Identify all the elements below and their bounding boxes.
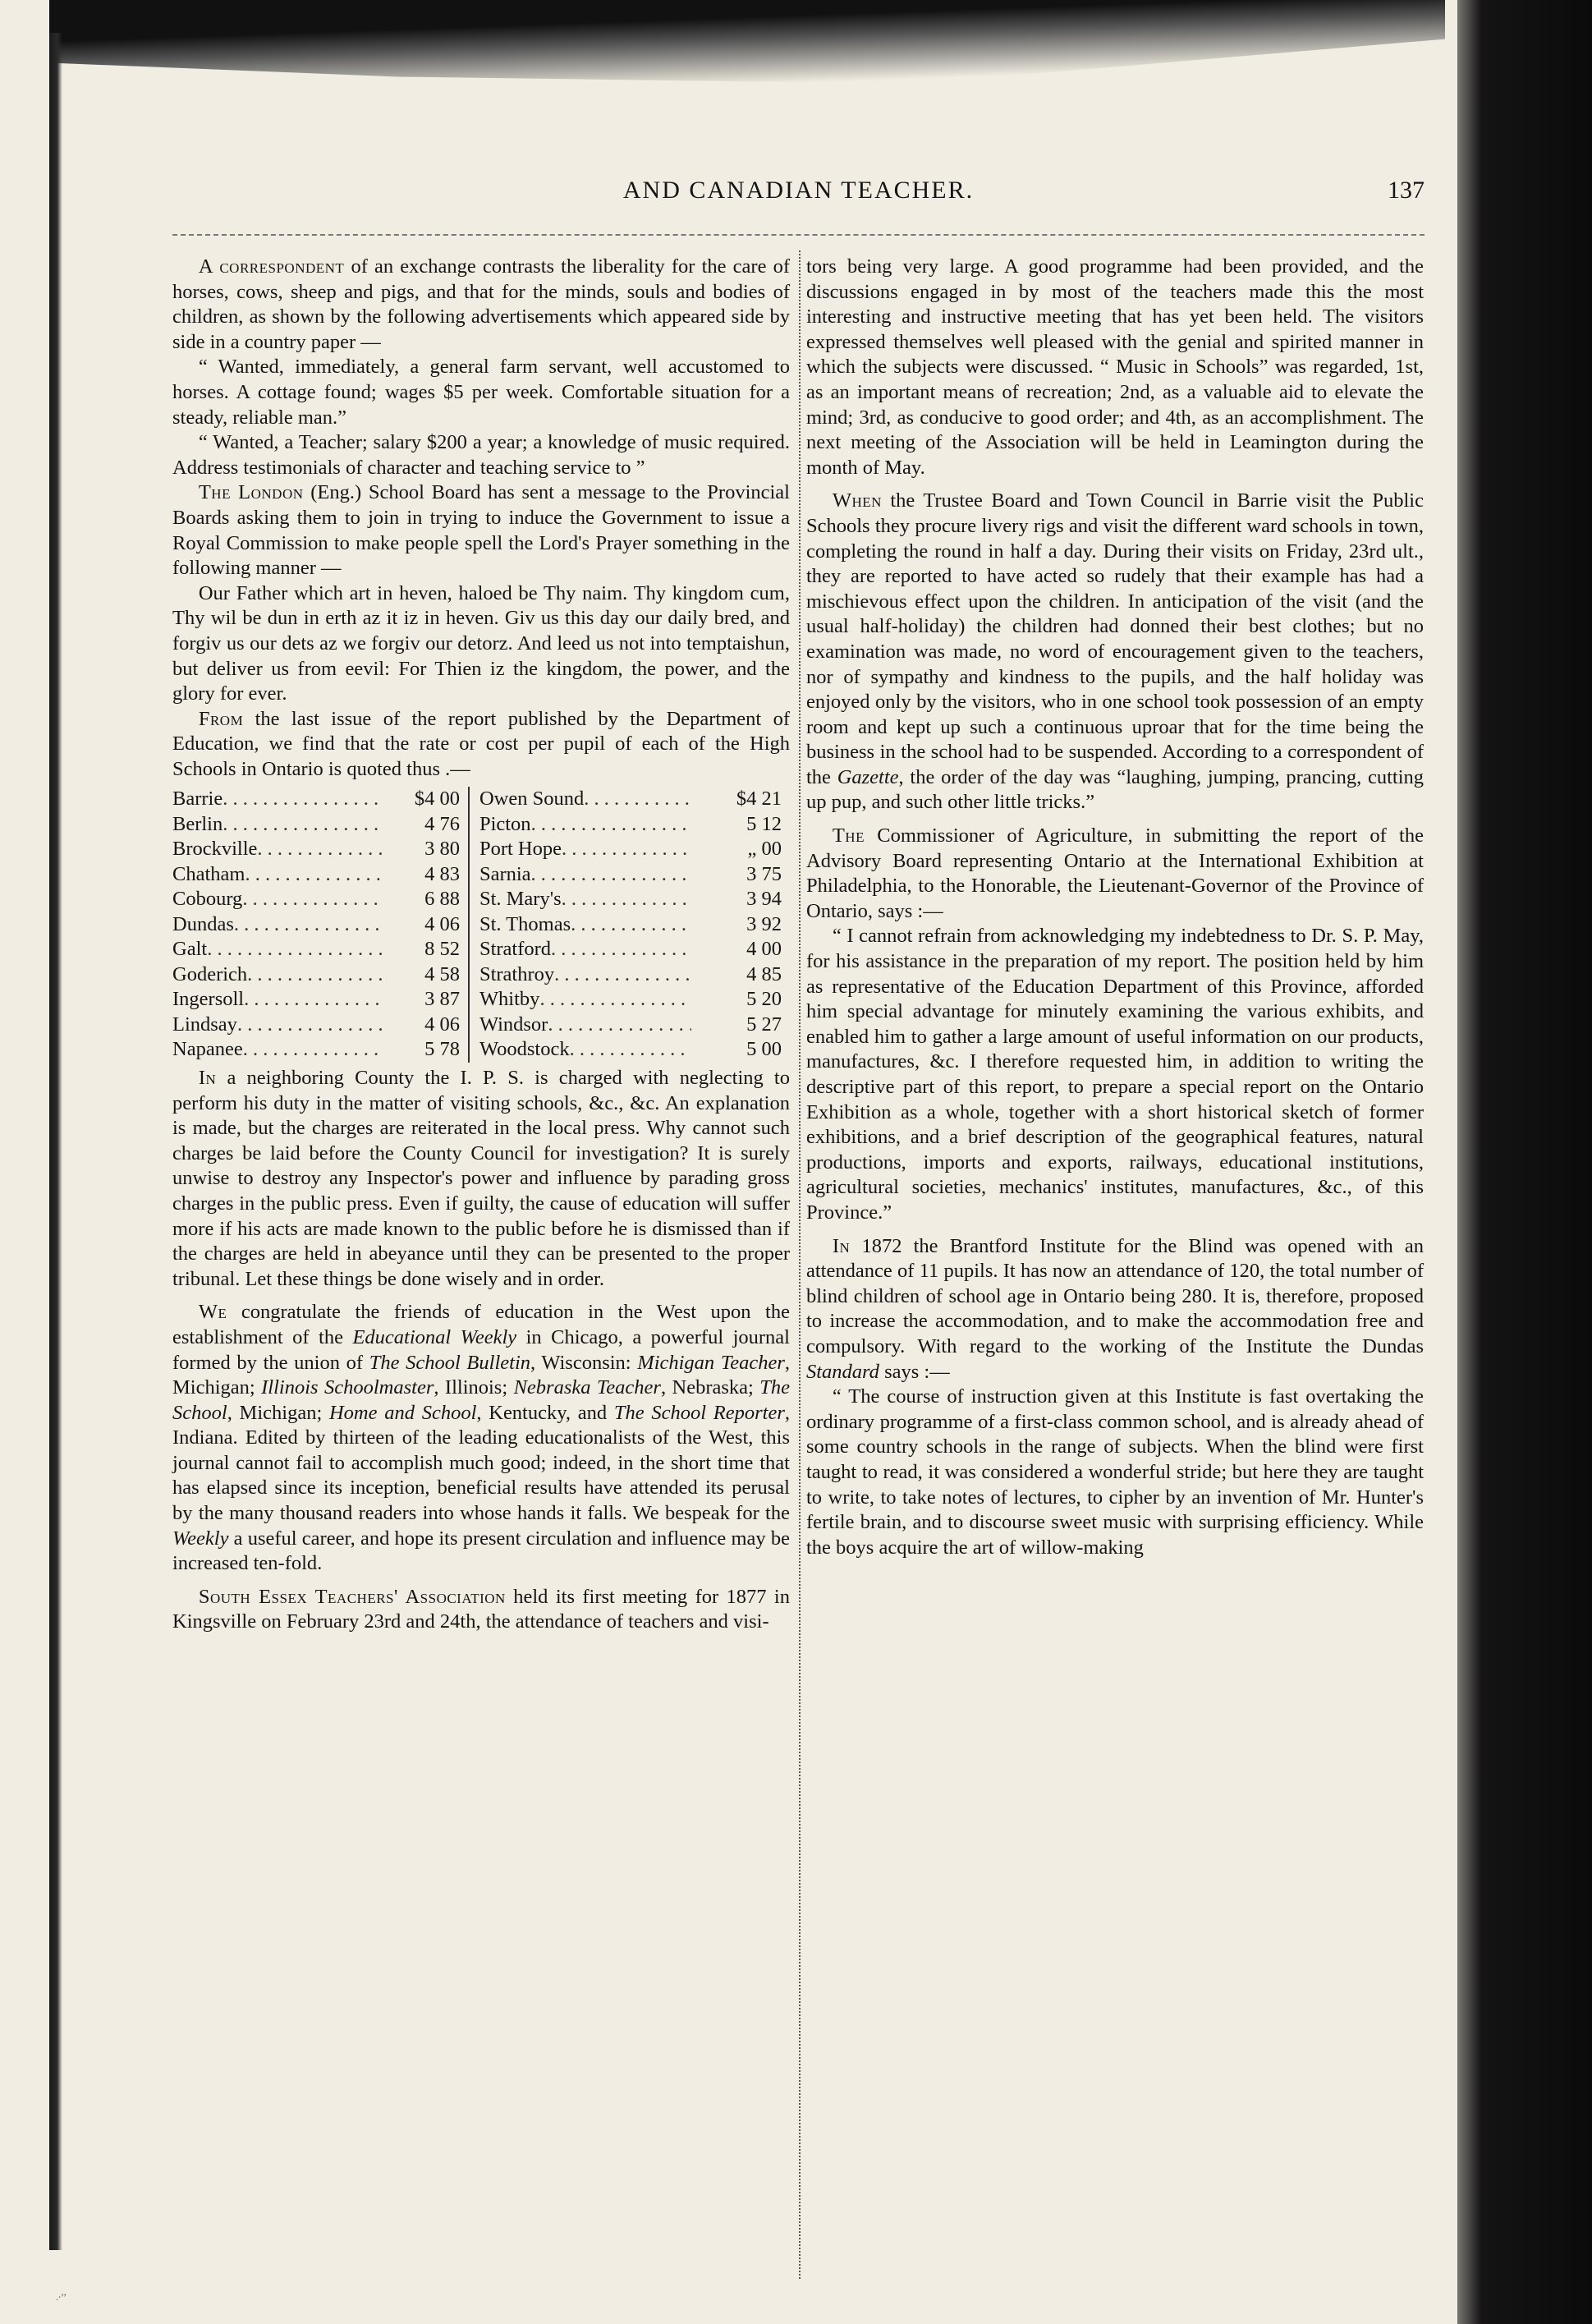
paragraph-exchange [172, 255, 790, 355]
city-label: Windsor [479, 1013, 548, 1036]
advertisement-teacher: “ Wanted, a Teacher; salary $200 a year; a knowledge of music required. Address testimonials of character and teaching service to ” [172, 431, 790, 479]
journal-title: Michigan Teacher [637, 1351, 785, 1374]
leader-dots [554, 962, 691, 988]
cost-value: 5 27 [746, 1013, 782, 1036]
lead-word: In [832, 1234, 851, 1257]
city-name [172, 987, 383, 1013]
lead-word: When [832, 489, 882, 512]
city-name [469, 912, 691, 938]
scan-shadow-left [49, 33, 62, 2250]
city-name [172, 862, 383, 888]
city-label: Barrie [172, 788, 223, 811]
cost-value: 4 00 [746, 938, 782, 961]
city-label: Port Hope [479, 838, 562, 861]
journal-title: The School Reporter [613, 1401, 785, 1424]
text-run: , Michigan; [172, 1351, 790, 1399]
cost-row [172, 987, 790, 1013]
column-divider [799, 250, 801, 2279]
cost-value: 3 87 [424, 988, 460, 1011]
leader-dots [531, 862, 691, 888]
city-name [469, 962, 691, 988]
lead-word: The [832, 824, 865, 847]
city-label: Whitby [479, 988, 540, 1011]
phonetic-prayer: Our Father which art in heven, haloed be Thy naim. Thy kingdom cum, Thy wil be dun in erth az it iz in heven. Giv us this day our daily bred, and forgiv us our dets az we forgiv our detorz. And leed us not into temptaishun, but deliver us from eevil: For Thien iz the kingdom, the power, and the glory for ever. [172, 581, 790, 705]
journal-title: The School Bulletin [369, 1351, 531, 1374]
city-label: Galt [172, 938, 208, 961]
leader-dots [539, 987, 690, 1013]
leader-dots [570, 1037, 691, 1063]
running-title: AND CANADIAN TEACHER. [622, 177, 975, 204]
header-rule [172, 234, 1425, 236]
paragraph-commissioner [806, 824, 1424, 924]
leader-dots [562, 887, 691, 912]
city-name [469, 1037, 691, 1063]
journal-title: Home and School [328, 1401, 477, 1424]
city-label: St. Mary's [479, 888, 562, 911]
text-run: , Illinois; [434, 1376, 514, 1399]
city-label: St. Thomas [479, 912, 571, 935]
text-run: in Chicago, a powerful journal formed by the union of [172, 1325, 790, 1374]
leader-dots [242, 887, 382, 912]
city-label: Dundas [172, 912, 234, 935]
leader-dots [562, 837, 691, 862]
quote-dundas-standard: “ The course of instruction given at this Institute is fast overtaking the ordinary programme of a first-class common school, and is already ahead of some country schools in the range of subjects. When the blind were first taught to read, it was considered a wonderful stride; but here they are taught to write, to take notes of lectures, to cipher by an invention of Mr. Hunter's fertile brain, and to discourse sweet music with surprising efficiency. While the boys acquire the art of willow-making [806, 1385, 1424, 1559]
city-name [469, 787, 691, 812]
lead-word: The London [198, 481, 304, 504]
city-label: Owen Sound [479, 788, 585, 811]
cost-row [172, 837, 790, 862]
text-run: 1872 the Brantford Institute for the Blind was opened with an attendance of 11 pupils. It has now an attendance of 120, the total number of blind children of school age in Ontario being 280. It is, therefore, proposed to increase the accommodation, and to make the accommodation free and compulsory. With regard to the working of the Institute the Dundas [806, 1234, 1424, 1357]
leader-dots [207, 937, 382, 962]
paragraph-text: the last issue of the report published by the Department of Education, we find that the rate or cost per pupil of each of the High Schools in Ontario is quoted thus .— [172, 707, 790, 780]
leader-dots [223, 787, 382, 812]
cost-row [172, 862, 790, 888]
city-label: Picton [479, 812, 531, 835]
city-name [469, 862, 691, 888]
cost-value: 4 06 [424, 1013, 460, 1036]
city-name [172, 1013, 383, 1038]
leader-dots [551, 937, 691, 962]
cost-value: 4 06 [424, 912, 460, 935]
cost-row [172, 1013, 790, 1038]
paragraph-blind-institute [806, 1234, 1424, 1385]
leader-dots [244, 987, 383, 1013]
city-name [172, 787, 383, 812]
leader-dots [223, 812, 382, 838]
city-label: Goderich [172, 962, 248, 985]
leader-dots [257, 837, 382, 862]
leader-dots [584, 787, 690, 812]
city-label: Strathroy [479, 962, 555, 985]
leader-dots [234, 912, 383, 938]
paragraph-text: Commissioner of Agriculture, in submitting the report of the Advisory Board representing Ontario at the International Exhibition at Philadelphia, to the Honorable, the Lieutenant-Governor of the Province of Ontario, says :— [806, 824, 1424, 922]
text-run: , Wisconsin: [530, 1351, 638, 1374]
paragraph-london-board [172, 480, 790, 581]
paragraph-inspector-charges [172, 1066, 790, 1292]
paragraph-educational-weekly [172, 1300, 790, 1577]
city-name [469, 837, 691, 862]
text-run: , the order of the day was “laughing, jumping, prancing, cutting up pup, and such other little tricks.” [806, 765, 1424, 814]
paragraph-barrie-trustees [806, 489, 1424, 815]
paragraph-south-essex-continued: tors being very large. A good programme had been provided, and the discussions engaged in by most of the teachers made this the most interesting and instructive meeting that has yet been held. The visitors expressed themselves well pleased with the genial and spirited manner in which the subjects were discussed. “ Music in Schools” was regarded, 1st, as an important means of recreation; 2nd, as a valuable aid to elevate the mind; 3rd, as conducive to good order; and 4th, as an accomplishment. The next meeting of the Association will be held in Leamington during the month of May. [806, 255, 1424, 479]
cost-row [172, 787, 790, 812]
city-label: Brockville [172, 838, 258, 861]
cost-value: 5 20 [746, 988, 782, 1011]
cost-value: 6 88 [424, 888, 460, 911]
paragraph-text: a neighboring County the I. P. S. is charged with neglecting to perform his duty in the matter of visiting schools, &c., &c. An explanation is made, but the charges are reiterated in the local press. Why cannot such charges be laid before the County Council for investigation? It is surely unwise to destroy any Inspector's power and influence by parading gross charges in the public press. Even if guilty, the cause of education will suffer more if his acts are made known to the public before he is dismissed than if the charges are held in abeyance until they can be presented to the proper tribunal. Let these things be done wisely and in order. [172, 1066, 790, 1290]
leader-dots [571, 912, 691, 938]
cost-value: $4 21 [736, 788, 782, 811]
cost-value: „ 00 [747, 838, 782, 861]
leader-dots [237, 1013, 383, 1038]
cost-per-pupil-table [172, 787, 790, 1063]
paragraph-text: held its first meeting for 1877 in Kingsville on February 23rd and 24th, the attendance of teachers and visi- [172, 1585, 790, 1633]
right-column [806, 255, 1424, 1560]
city-label: Napanee [172, 1038, 243, 1061]
cost-value: 5 00 [746, 1038, 782, 1061]
page-header [172, 177, 1425, 209]
city-name [172, 912, 383, 938]
cost-value: 3 80 [424, 838, 460, 861]
paragraph-south-essex [172, 1585, 790, 1635]
journal-title: Illinois Schoolmaster [261, 1376, 434, 1399]
cost-value: 3 94 [746, 888, 782, 911]
advertisement-farm-servant: “ Wanted, immediately, a general farm servant, well accustomed to horses. A cottage found; wages $5 per week. Comfortable situation for a steady, reliable man.” [172, 356, 790, 429]
cost-value: 5 12 [746, 812, 782, 835]
cost-row [172, 912, 790, 938]
cost-row [172, 937, 790, 962]
leader-dots [245, 862, 382, 888]
cost-value: 3 75 [746, 862, 782, 885]
newspaper-title: Gazette [837, 765, 899, 788]
city-label: Ingersoll [172, 988, 245, 1011]
lead-word: South Essex Teachers' Association [198, 1585, 506, 1608]
lead-word: We [198, 1301, 227, 1324]
paragraph-text: of an exchange contrasts the liberality for the care of horses, cows, sheep and pigs, and that for the minds, souls and bodies of children, as shown by the following advertisements which appeared side by side in a country paper — [172, 255, 790, 353]
cost-value: 5 78 [424, 1038, 460, 1061]
city-label: Woodstock [479, 1038, 570, 1061]
scan-speck: .∙’’ [56, 2291, 67, 2303]
text-run: a useful career, and hope its present circulation and influence may be increased ten-fold. [172, 1527, 790, 1575]
lead-word: From [198, 707, 244, 730]
city-name [469, 1013, 691, 1038]
city-name [469, 887, 691, 912]
newspaper-title: Standard [806, 1360, 879, 1383]
city-label: Cobourg [172, 888, 243, 911]
cost-value: $4 00 [414, 788, 460, 811]
city-name [172, 887, 383, 912]
scan-shadow-right [1457, 0, 1592, 2324]
scan-shadow-top [49, 0, 1445, 140]
cost-value: 8 52 [424, 938, 460, 961]
text-run: , Nebraska; [660, 1376, 760, 1399]
quote-commissioner: “ I cannot refrain from acknowledging my indebtedness to Dr. S. P. May, for his assistance in the preparation of my report. The position held by him as representative of the Education Department of this Province, afforded him special advantage for minutely examining the various exhibits, and enabled him to gather a large amount of useful information on our products, manufactures, &c. I therefore requested him, in addition to writing the descriptive part of this report, to prepare a special report on the Ontario Exhibition as a whole, together with a short historical sketch of former exhibitions, and a brief description of the geographical features, natural productions, imports and exports, railways, educational institutions, agricultural societies, mechanics' institutes, manufactures, &c., of this Province.” [806, 925, 1424, 1224]
city-name [469, 937, 691, 962]
cost-row [172, 962, 790, 988]
text-run: , Kentucky, and [476, 1401, 614, 1424]
cost-value: 3 92 [746, 912, 782, 935]
city-label: Berlin [172, 812, 223, 835]
city-label: Chatham [172, 862, 245, 885]
city-label: Sarnia [479, 862, 531, 885]
city-name [172, 1037, 383, 1063]
paragraph-high-school-costs [172, 707, 790, 783]
leader-dots [548, 1013, 690, 1038]
page-number: 137 [1388, 177, 1425, 204]
city-name [469, 812, 691, 838]
left-column [172, 255, 790, 1635]
cost-value: 4 85 [746, 962, 782, 985]
city-name [172, 937, 383, 962]
text-run: says :— [879, 1360, 950, 1383]
city-name [469, 987, 691, 1013]
lead-word: In [198, 1066, 217, 1089]
cost-value: 4 83 [424, 862, 460, 885]
city-label: Lindsay [172, 1013, 237, 1036]
journal-title: Weekly [172, 1527, 229, 1550]
cost-row [172, 887, 790, 912]
leader-dots [247, 962, 383, 988]
journal-title: Educational Weekly [352, 1325, 517, 1348]
leader-dots [243, 1037, 383, 1063]
city-name [172, 962, 383, 988]
cost-row [172, 1037, 790, 1063]
text-run: the Trustee Board and Town Council in Barrie visit the Public Schools they procure livery rigs and visit the different ward schools in town, completing the round in half a day. During their visits on Friday, 23rd ult., they are reported to have acted so rudely that their example has had a mischievous effect upon the children. In anticipation of the visit (and the usual half-holiday) the children had donned their best clothes; but no examination was made, no word of encouragement given to the teachers, nor of sympathy and kindness to the pupils, and the half holiday was enjoyed only by the visitors, who in one school took possession of an empty room and kept up such a continuous uproar that for the time being the business in the school had to be suspended. According to a correspondent of the [806, 489, 1424, 788]
journal-title: Nebraska Teacher [513, 1376, 661, 1399]
cost-value: 4 76 [424, 812, 460, 835]
city-name [172, 837, 383, 862]
text-run: congratulate the friends of education in the West upon the establishment of the [172, 1301, 790, 1348]
city-name [172, 812, 383, 838]
journal-title: The School [172, 1376, 790, 1424]
paragraph-text: (Eng.) School Board has sent a message to the Provincial Boards asking them to join in trying to induce the Government to issue a Royal Commission to make people spell the Lord's Prayer something in the following manner — [172, 481, 790, 580]
text-run: , Michigan; [227, 1401, 329, 1424]
cost-value: 4 58 [424, 962, 460, 985]
leader-dots [531, 812, 691, 838]
text-run: , Indiana. Edited by thirteen of the leading educationalists of the West, this journal cannot fail to accomplish much good; indeed, in the short time that has elapsed since its inception, beneficial results have attended its perusal by the many thousand readers into whose hands it falls. We bespeak for the [172, 1401, 790, 1525]
cost-row [172, 812, 790, 838]
lead-word: A correspondent [198, 255, 345, 278]
city-label: Stratford [479, 938, 552, 961]
